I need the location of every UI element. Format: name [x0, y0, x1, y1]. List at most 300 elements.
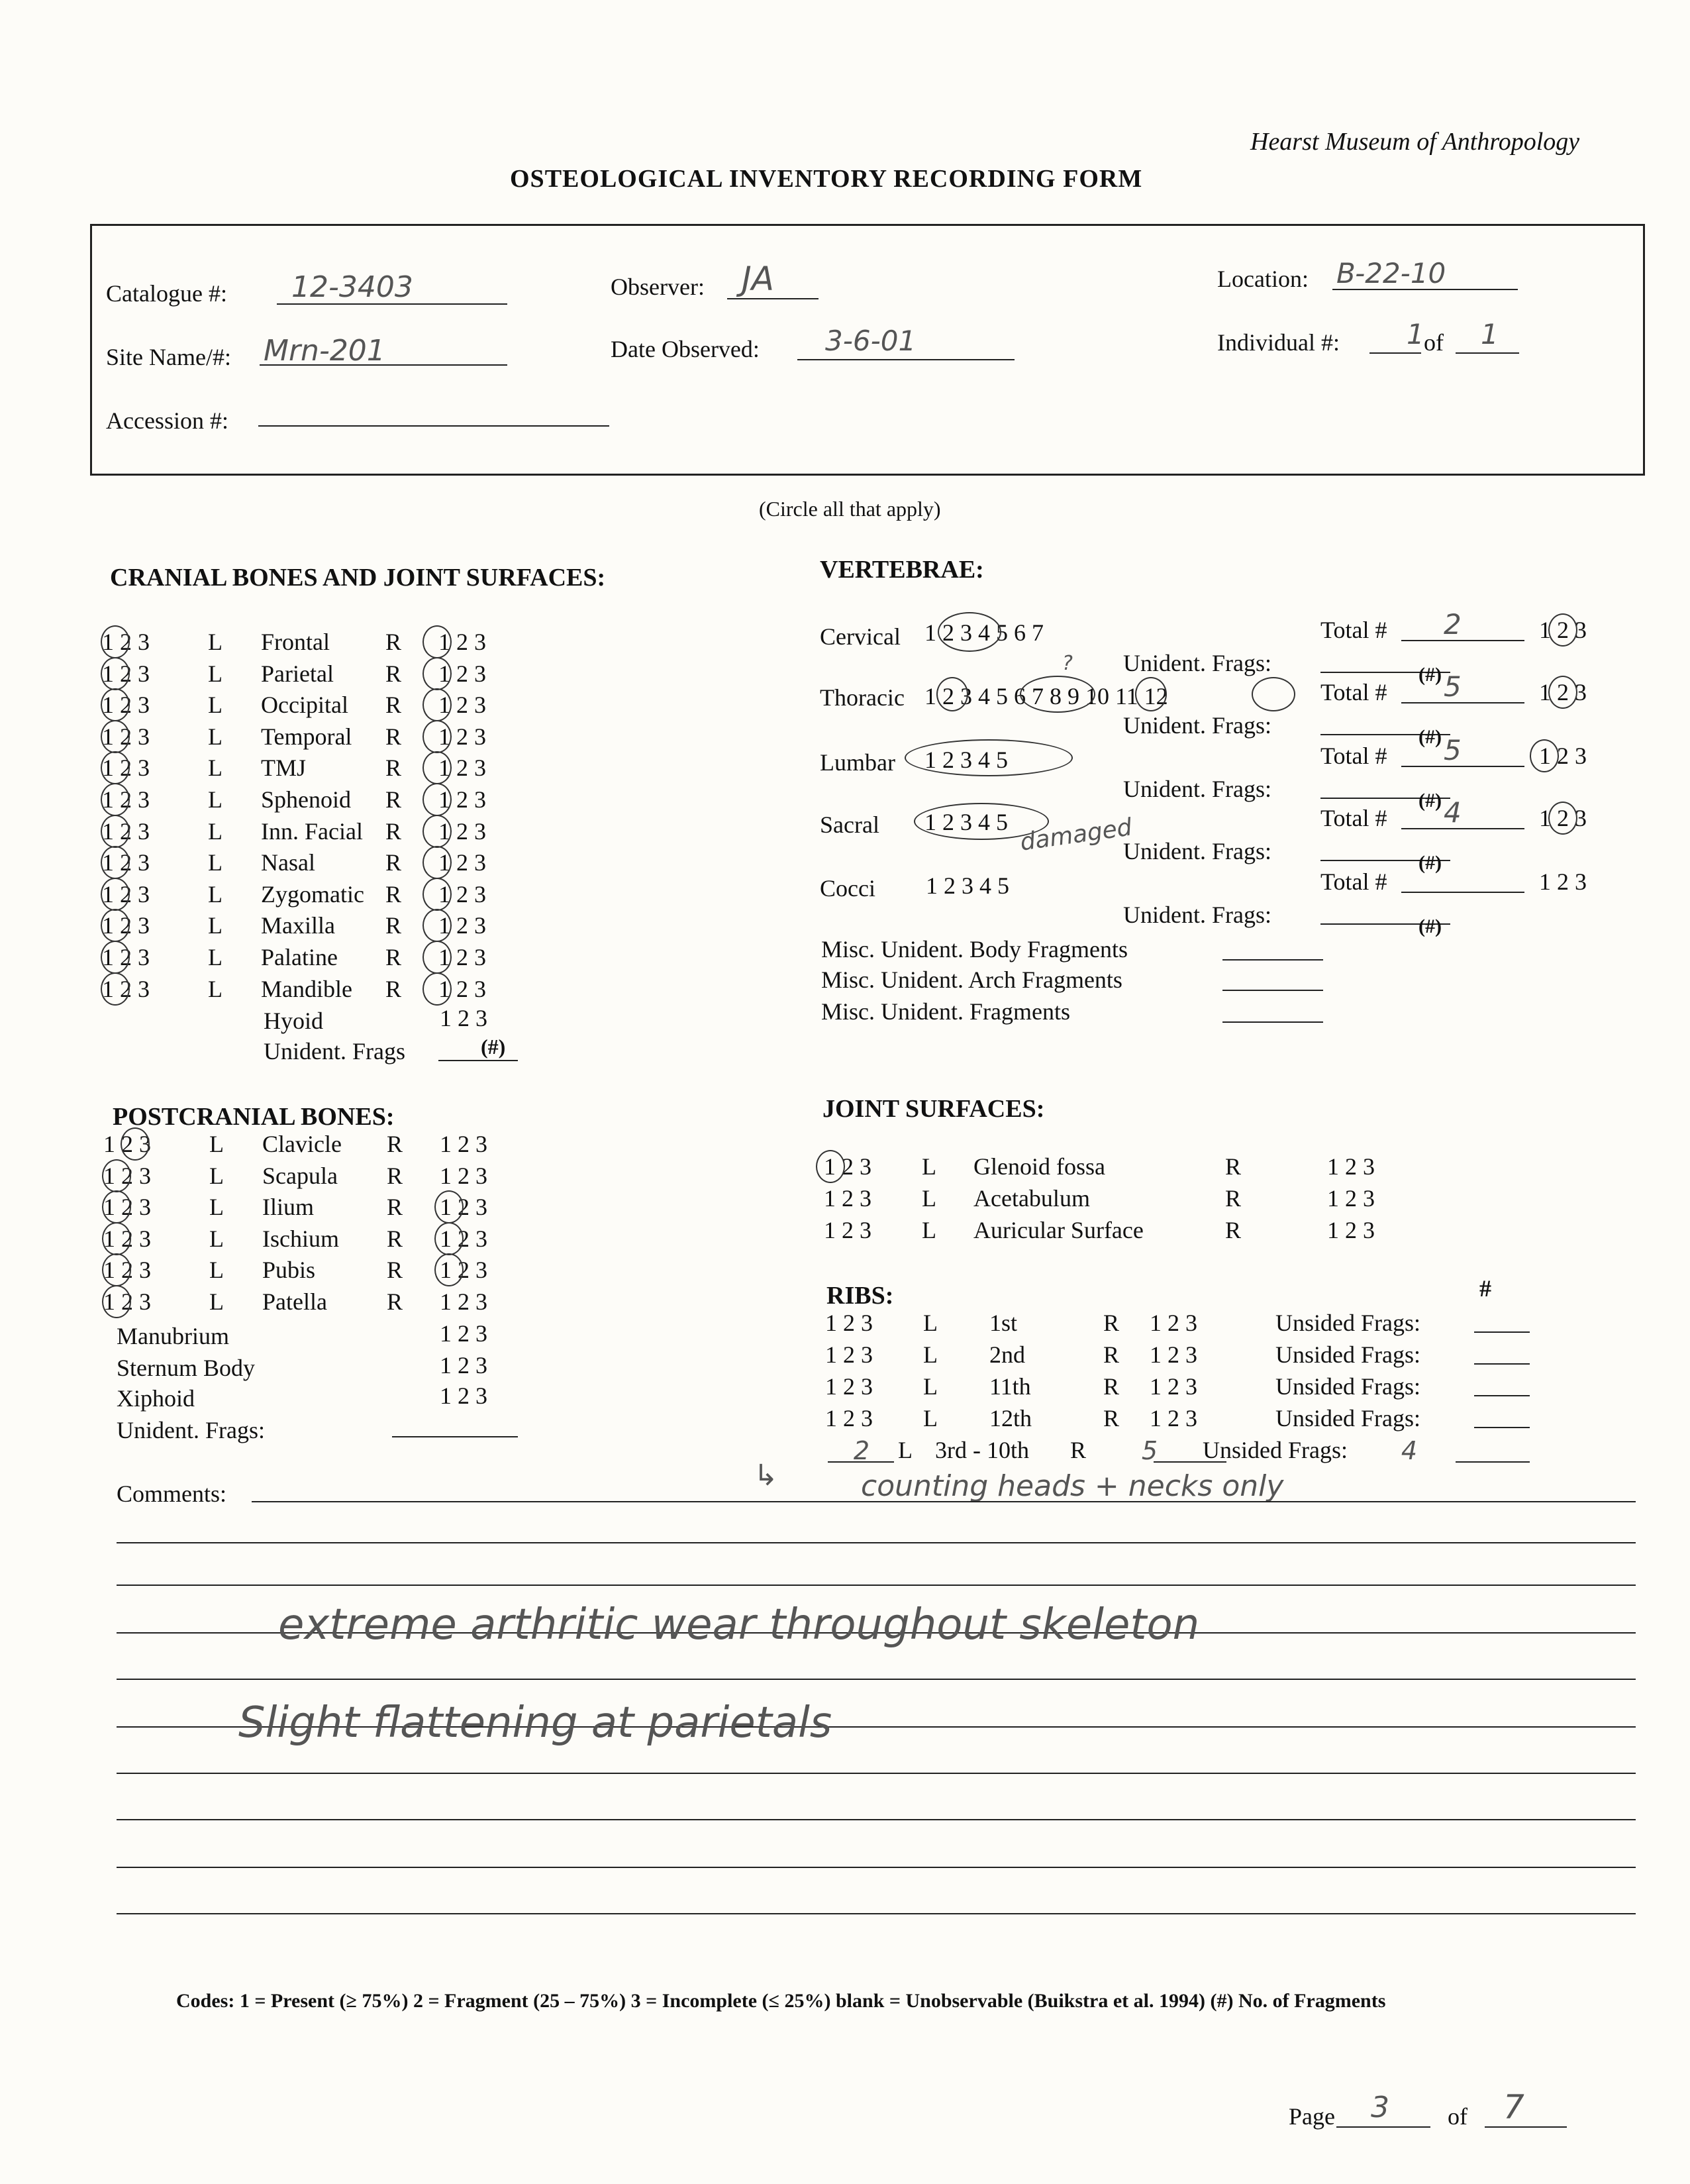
total-value: 5: [1444, 670, 1462, 703]
total-codes: 1 2 3: [1539, 617, 1587, 643]
post-left-circle: [102, 1285, 131, 1318]
glenoid-circle: [816, 1150, 845, 1183]
rib-left-codes: 1 2 3: [825, 1405, 873, 1431]
joint-row: [824, 1216, 1420, 1244]
cranial-L: L: [208, 754, 223, 781]
codes-legend: Codes: 1 = Present (≥ 75%) 2 = Fragment (25 – 75%) 3 = Incomplete (≤ 25%) blank = Unobservable (Buikstra et al. 1994) (#) No. of Fragments: [176, 1990, 1386, 2012]
total-label: Total #: [1320, 805, 1387, 831]
unident-num-label: (#): [1418, 915, 1442, 937]
cranial-left-circle: [101, 972, 130, 1006]
total-label: Total #: [1320, 679, 1387, 705]
cranial-right-circle: [422, 751, 452, 784]
joint-name: Acetabulum: [973, 1185, 1090, 1212]
cranial-bone-name: Zygomatic: [261, 881, 364, 908]
joint-row: [824, 1184, 1420, 1212]
joint-L: L: [922, 1217, 936, 1243]
page-of-label: of: [1448, 2103, 1467, 2130]
sternum-label: Sternum Body: [117, 1355, 256, 1381]
rib-L: L: [923, 1341, 938, 1368]
museum-name: Hearst Museum of Anthropology: [1250, 128, 1580, 156]
unident-label: Unident. Frags:: [1123, 712, 1271, 739]
cranial-row: [102, 975, 531, 1003]
rib-right-codes: 1 2 3: [1150, 1341, 1197, 1368]
post-left-codes: 1 2 3: [103, 1194, 151, 1220]
cranial-L: L: [208, 723, 223, 750]
total-underline: [1401, 640, 1524, 641]
joint-left-codes: 1 2 3: [824, 1153, 871, 1180]
total-circle: [1530, 739, 1559, 772]
rib-unsided-underline: [1474, 1427, 1530, 1428]
cervical-label: Cervical: [820, 623, 901, 650]
cranial-right-circle: [422, 909, 452, 942]
cranial-row: [102, 660, 531, 688]
ribs-hash: #: [1479, 1275, 1491, 1302]
rib-name: 1st: [989, 1310, 1018, 1336]
rib-name: 11th: [989, 1373, 1031, 1400]
rib-right-codes: 1 2 3: [1150, 1405, 1197, 1431]
total-value: 4: [1444, 796, 1462, 829]
cranial-bone-name: Inn. Facial: [261, 818, 363, 845]
comment-rule: [117, 1773, 1636, 1774]
page-number: 3: [1371, 2091, 1389, 2124]
comment-rule: [117, 1542, 1636, 1543]
rib-name: 12th: [989, 1405, 1032, 1431]
rib-note: counting heads + necks only: [861, 1469, 1284, 1503]
post-bone-name: Pubis: [262, 1257, 316, 1283]
xiphoid-codes: 1 2 3: [440, 1382, 487, 1409]
rib-R: R: [1103, 1405, 1120, 1431]
cranial-bone-name: Maxilla: [261, 912, 335, 939]
joint-row: [824, 1153, 1420, 1180]
sacral-nums: 1 2 3 4 5: [924, 809, 1008, 835]
rib-unsided-label: Unsided Frags:: [1275, 1341, 1420, 1368]
cranial-left-circle: [101, 657, 130, 690]
post-left-circle: [102, 1190, 131, 1223]
accession-label: Accession #:: [106, 407, 228, 434]
cranial-R: R: [385, 818, 402, 845]
cervical-nums: 1 2 3 4 5 6 7: [924, 619, 1044, 646]
rib-note-arrow: ↳: [754, 1459, 778, 1492]
sternum-codes: 1 2 3: [440, 1352, 487, 1378]
cranial-right-circle: [422, 972, 452, 1006]
rib-left-codes: 1 2 3: [825, 1341, 873, 1368]
cranial-bone-name: Parietal: [261, 660, 334, 687]
rib-mid-label: 3rd - 10th: [935, 1437, 1029, 1463]
cranial-left-codes: 1 2 3: [102, 944, 150, 970]
manubrium-label: Manubrium: [117, 1323, 229, 1349]
cranial-bone-name: Sphenoid: [261, 786, 352, 813]
cranial-L: L: [208, 912, 223, 939]
post-bone-name: Clavicle: [262, 1131, 342, 1157]
post-L: L: [209, 1288, 224, 1315]
cranial-left-circle: [101, 909, 130, 942]
total-circle: [1548, 802, 1577, 835]
cranial-left-circle: [101, 815, 130, 848]
total-label: Total #: [1320, 743, 1387, 769]
cranial-row: [102, 723, 531, 751]
cranial-L: L: [208, 976, 223, 1002]
cranial-bone-name: Nasal: [261, 849, 315, 876]
cranial-right-codes: 1 2 3: [438, 754, 486, 781]
cranial-right-circle: [422, 783, 452, 816]
site-value: Mrn-201: [264, 334, 385, 368]
cranial-R: R: [385, 944, 402, 970]
unident-num-label: (#): [1418, 664, 1442, 686]
post-right-circle: [434, 1253, 464, 1286]
cranial-R: R: [385, 786, 402, 813]
rib-mid-unsided-label: Unsided Frags:: [1203, 1437, 1348, 1463]
cranial-L: L: [208, 629, 223, 655]
comment-rule: [117, 1819, 1636, 1820]
cranial-row: [102, 691, 531, 719]
thoracic-nums: 1 2 3 4 5 6 7 8 9 10 11 12: [924, 683, 1168, 709]
total-codes: 1 2 3: [1539, 743, 1587, 769]
joint-right-codes: 1 2 3: [1327, 1185, 1375, 1212]
location-value: B-22-10: [1336, 257, 1446, 289]
cranial-right-codes: 1 2 3: [438, 629, 486, 655]
post-right-codes: 1 2 3: [440, 1257, 487, 1283]
cranial-right-codes: 1 2 3: [438, 912, 486, 939]
comment-line-2: Slight flattening at parietals: [238, 1698, 832, 1747]
cranial-left-circle: [101, 688, 130, 721]
cranial-right-circle: [422, 625, 452, 658]
cranial-left-circle: [101, 783, 130, 816]
cranial-left-codes: 1 2 3: [102, 692, 150, 718]
rib-mid-right-count: 5: [1141, 1436, 1158, 1465]
cranial-left-codes: 1 2 3: [102, 723, 150, 750]
joint-heading: JOINT SURFACES:: [822, 1095, 1045, 1123]
total-label: Total #: [1320, 868, 1387, 895]
joint-name: Glenoid fossa: [973, 1153, 1105, 1180]
cranial-L: L: [208, 692, 223, 718]
unident-num-label: (#): [1418, 790, 1442, 811]
total-codes: 1 2 3: [1539, 805, 1587, 831]
comment-rule: [117, 1867, 1636, 1868]
cranial-row: [102, 817, 531, 845]
thoracic-qmark: ?: [1062, 652, 1073, 675]
cranial-left-codes: 1 2 3: [102, 786, 150, 813]
cranial-R: R: [385, 976, 402, 1002]
cranial-R: R: [385, 912, 402, 939]
hyoid-label: Hyoid: [264, 1008, 323, 1034]
rib-row-mid: [825, 1436, 1436, 1465]
cranial-R: R: [385, 881, 402, 908]
cranial-row: [102, 754, 531, 782]
cranial-row: [102, 849, 531, 876]
total-underline: [1401, 892, 1524, 893]
post-L: L: [209, 1257, 224, 1283]
total-label: Total #: [1320, 617, 1387, 643]
unident-label: Unident. Frags:: [1123, 838, 1271, 864]
post-right-codes: 1 2 3: [440, 1131, 487, 1157]
comment-rule: [117, 1913, 1636, 1914]
post-left-circle: [102, 1159, 131, 1192]
comments-label: Comments:: [117, 1481, 227, 1507]
joint-name: Auricular Surface: [973, 1217, 1144, 1243]
cranial-right-circle: [422, 878, 452, 911]
post-left-circle: [102, 1222, 131, 1255]
cranial-R: R: [385, 629, 402, 655]
cranial-row: [102, 911, 531, 939]
rib-L: L: [923, 1405, 938, 1431]
individual-value: 1: [1407, 318, 1424, 350]
cranial-L: L: [208, 849, 223, 876]
post-left-circle: [121, 1127, 150, 1161]
cranial-L: L: [208, 818, 223, 845]
cranial-R: R: [385, 660, 402, 687]
date-label: Date Observed:: [611, 336, 760, 362]
rib-row: [825, 1373, 1456, 1400]
joint-R: R: [1225, 1153, 1242, 1180]
catalogue-label: Catalogue #:: [106, 280, 227, 307]
comment-rule: [117, 1679, 1636, 1680]
total-value: 2: [1444, 608, 1462, 641]
misc-body: Misc. Unident. Body Fragments: [821, 936, 1128, 962]
rib-name: 2nd: [989, 1341, 1025, 1368]
cranial-left-codes: 1 2 3: [102, 818, 150, 845]
post-left-codes: 1 2 3: [103, 1225, 151, 1252]
cranial-L: L: [208, 881, 223, 908]
joint-R: R: [1225, 1217, 1242, 1243]
total-codes: 1 2 3: [1539, 679, 1587, 705]
cranial-right-codes: 1 2 3: [438, 944, 486, 970]
total-underline: [1401, 766, 1524, 767]
post-right-codes: 1 2 3: [440, 1288, 487, 1315]
post-R: R: [387, 1163, 403, 1189]
cranial-L: L: [208, 944, 223, 970]
rib-row: [825, 1341, 1456, 1369]
rib-mid-left-count: 2: [853, 1436, 870, 1465]
joint-L: L: [922, 1185, 936, 1212]
total-codes: 1 2 3: [1539, 868, 1587, 895]
rib-mid-unsided-value: 4: [1401, 1436, 1418, 1465]
post-R: R: [387, 1257, 403, 1283]
unident-label: Unident. Frags:: [1123, 776, 1271, 802]
post-L: L: [209, 1225, 224, 1252]
post-bone-name: Scapula: [262, 1163, 338, 1189]
postcranial-heading: POSTCRANIAL BONES:: [113, 1103, 395, 1131]
post-left-codes: 1 2 3: [103, 1163, 151, 1189]
cocci-label: Cocci: [820, 875, 875, 902]
cranial-left-circle: [101, 941, 130, 974]
cranial-left-circle: [101, 720, 130, 753]
rib-right-codes: 1 2 3: [1150, 1373, 1197, 1400]
cranial-left-codes: 1 2 3: [102, 912, 150, 939]
cranial-left-codes: 1 2 3: [102, 660, 150, 687]
cranial-row: [102, 880, 531, 908]
post-L: L: [209, 1131, 224, 1157]
cranial-bone-name: Frontal: [261, 629, 330, 655]
cranial-bone-name: Temporal: [261, 723, 352, 750]
rib-R: R: [1103, 1310, 1120, 1336]
post-right-circle: [434, 1190, 464, 1223]
rib-row: [825, 1404, 1456, 1432]
cranial-left-codes: 1 2 3: [102, 629, 150, 655]
cranial-right-codes: 1 2 3: [438, 849, 486, 876]
post-right-codes: 1 2 3: [440, 1163, 487, 1189]
post-left-codes: 1 2 3: [103, 1131, 151, 1157]
misc-frags: Misc. Unident. Fragments: [821, 998, 1070, 1025]
cranial-left-circle: [101, 878, 130, 911]
post-R: R: [387, 1131, 403, 1157]
cranial-right-codes: 1 2 3: [438, 786, 486, 813]
cranial-num-label: (#): [481, 1035, 506, 1059]
post-right-circle: [434, 1222, 464, 1255]
cranial-right-codes: 1 2 3: [438, 723, 486, 750]
page-label: Page: [1289, 2103, 1335, 2130]
cranial-row: [102, 943, 531, 971]
cranial-bone-name: Palatine: [261, 944, 338, 970]
rib-right-codes: 1 2 3: [1150, 1310, 1197, 1336]
cranial-R: R: [385, 754, 402, 781]
cranial-right-codes: 1 2 3: [438, 976, 486, 1002]
sacral-label: Sacral: [820, 811, 879, 838]
cranial-right-circle: [422, 657, 452, 690]
cranial-right-codes: 1 2 3: [438, 692, 486, 718]
rib-left-codes: 1 2 3: [825, 1373, 873, 1400]
cocci-nums: 1 2 3 4 5: [926, 872, 1009, 899]
form-title: OSTEOLOGICAL INVENTORY RECORDING FORM: [510, 165, 1143, 193]
cranial-right-codes: 1 2 3: [438, 881, 486, 908]
cranial-left-circle: [101, 846, 130, 879]
joint-L: L: [922, 1153, 936, 1180]
post-left-circle: [102, 1253, 131, 1286]
postcranial-row: [103, 1225, 532, 1253]
of-label: of: [1424, 329, 1444, 356]
observer-value: JA: [742, 260, 774, 298]
cranial-right-circle: [422, 941, 452, 974]
cranial-left-circle: [101, 751, 130, 784]
rib-unsided-label: Unsided Frags:: [1275, 1373, 1420, 1400]
cranial-right-circle: [422, 720, 452, 753]
rib-R: R: [1103, 1373, 1120, 1400]
cranial-bone-name: Mandible: [261, 976, 352, 1002]
misc-arch: Misc. Unident. Arch Fragments: [821, 966, 1122, 993]
cranial-R: R: [385, 849, 402, 876]
rib-unsided-underline: [1474, 1395, 1530, 1396]
rib-row: [825, 1309, 1456, 1337]
circle-note: (Circle all that apply): [759, 497, 941, 521]
cranial-L: L: [208, 660, 223, 687]
rib-L: L: [923, 1310, 938, 1336]
cranial-bone-name: TMJ: [261, 754, 307, 781]
location-label: Location:: [1217, 266, 1309, 292]
postcranial-row: [103, 1256, 532, 1284]
post-bone-name: Patella: [262, 1288, 327, 1315]
joint-R: R: [1225, 1185, 1242, 1212]
rib-unsided-underline: [1474, 1331, 1530, 1333]
vertebrae-heading: VERTEBRAE:: [820, 556, 984, 584]
post-right-codes: 1 2 3: [440, 1194, 487, 1220]
post-R: R: [387, 1225, 403, 1252]
rib-unsided-label: Unsided Frags:: [1275, 1310, 1420, 1336]
rib-unsided-underline: [1474, 1363, 1530, 1365]
postcranial-row: [103, 1193, 532, 1221]
post-unident: Unident. Frags:: [117, 1417, 265, 1443]
post-L: L: [209, 1163, 224, 1189]
cranial-L: L: [208, 786, 223, 813]
cranial-left-codes: 1 2 3: [102, 754, 150, 781]
catalogue-value: 12-3403: [291, 270, 413, 304]
unident-label: Unident. Frags:: [1123, 902, 1271, 928]
cranial-heading: CRANIAL BONES AND JOINT SURFACES:: [110, 564, 606, 592]
comment-line-1: extreme arthritic wear throughout skeleton: [278, 1600, 1200, 1649]
cranial-left-codes: 1 2 3: [102, 881, 150, 908]
cranial-R: R: [385, 723, 402, 750]
site-label: Site Name/#:: [106, 344, 231, 370]
total-circle: [1548, 613, 1577, 647]
cranial-row: [102, 628, 531, 656]
lumbar-nums: 1 2 3 4 5: [924, 747, 1008, 773]
thoracic-label: Thoracic: [820, 684, 905, 711]
sacral-note: damaged: [1018, 813, 1134, 857]
joint-left-codes: 1 2 3: [824, 1185, 871, 1212]
individual-label: Individual #:: [1217, 329, 1340, 356]
rib-mid-L: L: [898, 1437, 913, 1463]
observer-label: Observer:: [611, 274, 705, 300]
postcranial-row: [103, 1288, 532, 1316]
individual-total: 1: [1481, 318, 1499, 350]
total-underline: [1401, 828, 1524, 829]
comment-rule: [117, 1585, 1636, 1586]
post-bone-name: Ilium: [262, 1194, 314, 1220]
cranial-right-codes: 1 2 3: [438, 818, 486, 845]
unident-num-label: (#): [1418, 852, 1442, 874]
rib-unsided-label: Unsided Frags:: [1275, 1405, 1420, 1431]
postcranial-row: [103, 1162, 532, 1190]
cranial-right-circle: [422, 815, 452, 848]
cranial-row: [102, 786, 531, 813]
joint-right-codes: 1 2 3: [1327, 1217, 1375, 1243]
cranial-bone-name: Occipital: [261, 692, 348, 718]
ribs-heading: RIBS:: [826, 1282, 894, 1310]
rib-R: R: [1103, 1341, 1120, 1368]
unident-label: Unident. Frags:: [1123, 650, 1271, 676]
postcranial-row: [103, 1130, 532, 1158]
unident-num-label: (#): [1418, 726, 1442, 748]
rib-left-codes: 1 2 3: [825, 1310, 873, 1336]
rib-L: L: [923, 1373, 938, 1400]
rib-mid-R: R: [1070, 1437, 1087, 1463]
post-right-codes: 1 2 3: [440, 1225, 487, 1252]
cranial-right-codes: 1 2 3: [438, 660, 486, 687]
page-total: 7: [1503, 2088, 1524, 2126]
manubrium-codes: 1 2 3: [440, 1320, 487, 1347]
xiphoid-label: Xiphoid: [117, 1385, 195, 1412]
cranial-left-codes: 1 2 3: [102, 976, 150, 1002]
total-underline: [1401, 702, 1524, 703]
joint-right-codes: 1 2 3: [1327, 1153, 1375, 1180]
post-left-codes: 1 2 3: [103, 1288, 151, 1315]
cranial-right-circle: [422, 846, 452, 879]
cranial-R: R: [385, 692, 402, 718]
post-bone-name: Ischium: [262, 1225, 339, 1252]
post-L: L: [209, 1194, 224, 1220]
date-value: 3-6-01: [825, 325, 917, 357]
post-R: R: [387, 1194, 403, 1220]
total-circle: [1548, 676, 1577, 709]
cranial-left-codes: 1 2 3: [102, 849, 150, 876]
hyoid-codes: 1 2 3: [440, 1005, 487, 1031]
cranial-right-circle: [422, 688, 452, 721]
lumbar-label: Lumbar: [820, 749, 895, 776]
total-value: 5: [1444, 734, 1462, 766]
joint-left-codes: 1 2 3: [824, 1217, 871, 1243]
cranial-unident: Unident. Frags: [264, 1038, 405, 1065]
post-R: R: [387, 1288, 403, 1315]
post-left-codes: 1 2 3: [103, 1257, 151, 1283]
cranial-left-circle: [101, 625, 130, 658]
